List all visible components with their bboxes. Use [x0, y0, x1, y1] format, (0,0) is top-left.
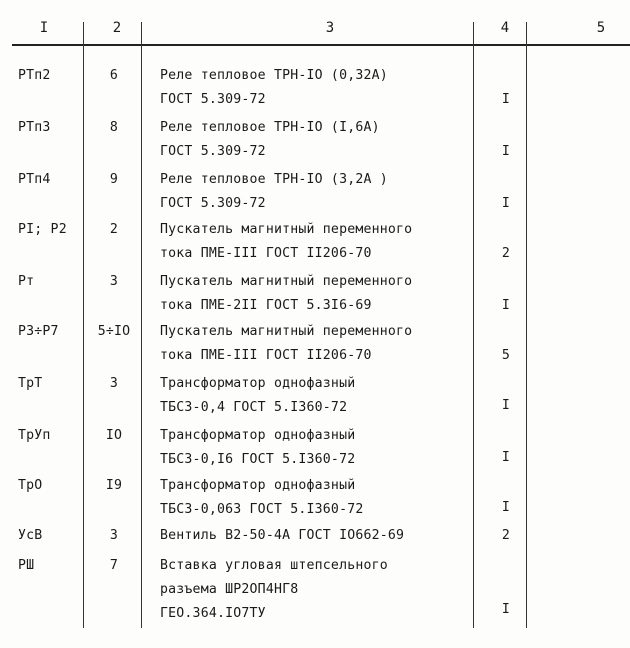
position-cell: 6: [109, 68, 119, 83]
quantity-cell: 2: [501, 528, 511, 543]
designation-cell: РТп4: [18, 172, 51, 187]
name-line: тока ПМЕ-III ГОСТ II206-70: [160, 246, 372, 261]
position-cell: 2: [109, 222, 119, 237]
position-cell: 7: [109, 558, 119, 573]
name-line: тока ПМЕ-III ГОСТ II206-70: [160, 348, 372, 363]
name-cell: [160, 320, 485, 368]
designation-cell: ТрО: [18, 478, 43, 493]
name-line: разъема ШР2ОП4НГ8: [160, 582, 299, 597]
name-line: ТБС3-0,4 ГОСТ 5.I360-72: [160, 400, 348, 415]
designation-cell: Рт: [18, 274, 35, 289]
header-col-1: I: [39, 20, 49, 36]
name-line: Трансформатор однофазный: [160, 428, 356, 443]
quantity-cell: 5: [501, 348, 511, 363]
name-line: Трансформатор однофазный: [160, 376, 356, 391]
name-line: Вставка угловая штепсельного: [160, 558, 388, 573]
name-cell: [160, 270, 485, 318]
name-line: Пускатель магнитный переменного: [160, 324, 413, 339]
designation-cell: РШ: [18, 558, 35, 573]
header-col-2: 2: [112, 20, 122, 36]
name-line: ТБС3-0,063 ГОСТ 5.I360-72: [160, 502, 364, 517]
designation-cell: УсВ: [18, 528, 43, 543]
designation-cell: РТп2: [18, 68, 51, 83]
name-line: Реле тепловое ТРН-IO (3,2A ): [160, 172, 388, 187]
header-col-5: 5: [596, 20, 606, 36]
name-line: ГОСТ 5.309-72: [160, 144, 266, 159]
header-col-3: 3: [325, 20, 335, 36]
designation-cell: ТрТ: [18, 376, 43, 391]
name-cell: [160, 372, 485, 420]
designation-cell: РТп3: [18, 120, 51, 135]
name-cell: [160, 116, 485, 164]
name-line: Вентиль В2-50-4А ГОСТ IO662-69: [160, 528, 405, 543]
quantity-cell: I: [501, 298, 511, 313]
position-cell: IO: [105, 428, 123, 443]
position-cell: I9: [105, 478, 123, 493]
name-cell: [160, 474, 485, 522]
quantity-cell: I: [501, 500, 511, 515]
designation-cell: ТрУп: [18, 428, 51, 443]
position-cell: 3: [109, 274, 119, 289]
designation-cell: PI; P2: [18, 222, 67, 237]
name-line: ГОСТ 5.309-72: [160, 196, 266, 211]
quantity-cell: I: [501, 602, 511, 617]
column-rule-2: [141, 22, 142, 628]
name-cell: [160, 424, 485, 472]
name-cell: [160, 168, 485, 216]
name-cell: [160, 64, 485, 112]
designation-cell: P3÷P7: [18, 324, 59, 339]
position-cell: 8: [109, 120, 119, 135]
name-line: ГЕО.364.IO7ТУ: [160, 606, 266, 621]
quantity-cell: I: [501, 450, 511, 465]
position-cell: 3: [109, 376, 119, 391]
position-cell: 5÷IO: [97, 324, 131, 339]
name-line: Пускатель магнитный переменного: [160, 222, 413, 237]
name-line: Пускатель магнитный переменного: [160, 274, 413, 289]
column-rule-4: [526, 22, 527, 628]
quantity-cell: I: [501, 398, 511, 413]
name-cell: [160, 554, 485, 626]
position-cell: 3: [109, 528, 119, 543]
name-cell: [160, 524, 485, 548]
quantity-cell: I: [501, 196, 511, 211]
name-line: тока ПМЕ-2II ГОСТ 5.3I6-69: [160, 298, 372, 313]
name-line: Реле тепловое ТРН-IO (0,32A): [160, 68, 388, 83]
name-cell: [160, 218, 485, 266]
name-line: Трансформатор однофазный: [160, 478, 356, 493]
header-col-4: 4: [500, 20, 510, 36]
quantity-cell: 2: [501, 246, 511, 261]
header-divider: [12, 44, 630, 46]
position-cell: 9: [109, 172, 119, 187]
quantity-cell: I: [501, 144, 511, 159]
quantity-cell: I: [501, 92, 511, 107]
name-line: ТБС3-0,I6 ГОСТ 5.I360-72: [160, 452, 356, 467]
name-line: ГОСТ 5.309-72: [160, 92, 266, 107]
name-line: Реле тепловое ТРН-IO (I,6A): [160, 120, 380, 135]
